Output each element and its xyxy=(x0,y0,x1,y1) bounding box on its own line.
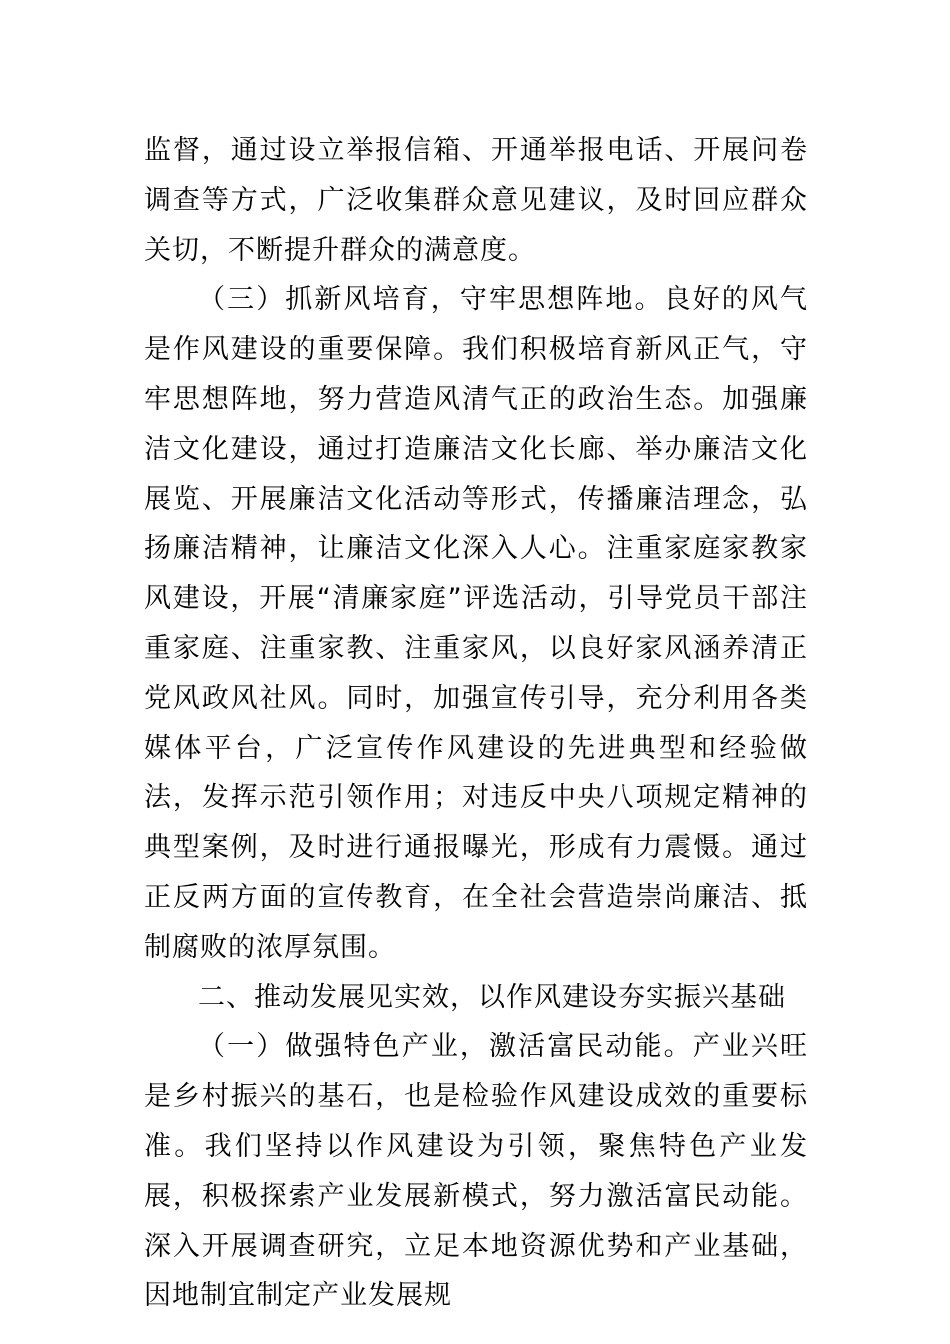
document-body xyxy=(144,126,808,1321)
section-heading-development: 二、推动发展见实效，以作风建设夯实振兴基础 xyxy=(198,981,786,1013)
paragraph-new-style-cultivation: （三）抓新风培育，守牢思想阵地。良好的风气是作风建设的重要保障。我们积极培育新风正气，守牢思想阵地，努力营造风清气正的政治生态。加强廉洁文化建设，通过打造廉洁文化长廊、举办廉洁文化展览、开展廉洁文化活动等形式，传播廉洁理念，弘扬廉洁精神，让廉洁文化深入人心。注重家庭家教家风建设，开展“清廉家庭”评选活动，引导党员干部注重家庭、注重家教、注重家风，以良好家风涵养清正党风政风社风。同时，加强宣传引导，充分利用各类媒体平台，广泛宣传作风建设的先进典型和经验做法，发挥示范引领作用；对违反中央八项规定精神的典型案例，及时进行通报曝光，形成有力震慑。通过正反两方面的宣传教育，在全社会营造崇尚廉洁、抵制腐败的浓厚氛围。 xyxy=(144,284,808,963)
paragraph-specialty-industry: （一）做强特色产业，激活富民动能。产业兴旺是乡村振兴的基石，也是检验作风建设成效的重要标准。我们坚持以作风建设为引领，聚焦特色产业发展，积极探索产业发展新模式，努力激活富民动能。深入开展调查研究，立足本地资源优势和产业基础，因地制宜制定产业发展规 xyxy=(144,1031,808,1312)
paragraph-continuation: 监督，通过设立举报信箱、开通举报电话、开展问卷调查等方式，广泛收集群众意见建议，及时回应群众关切，不断提升群众的满意度。 xyxy=(144,135,808,266)
